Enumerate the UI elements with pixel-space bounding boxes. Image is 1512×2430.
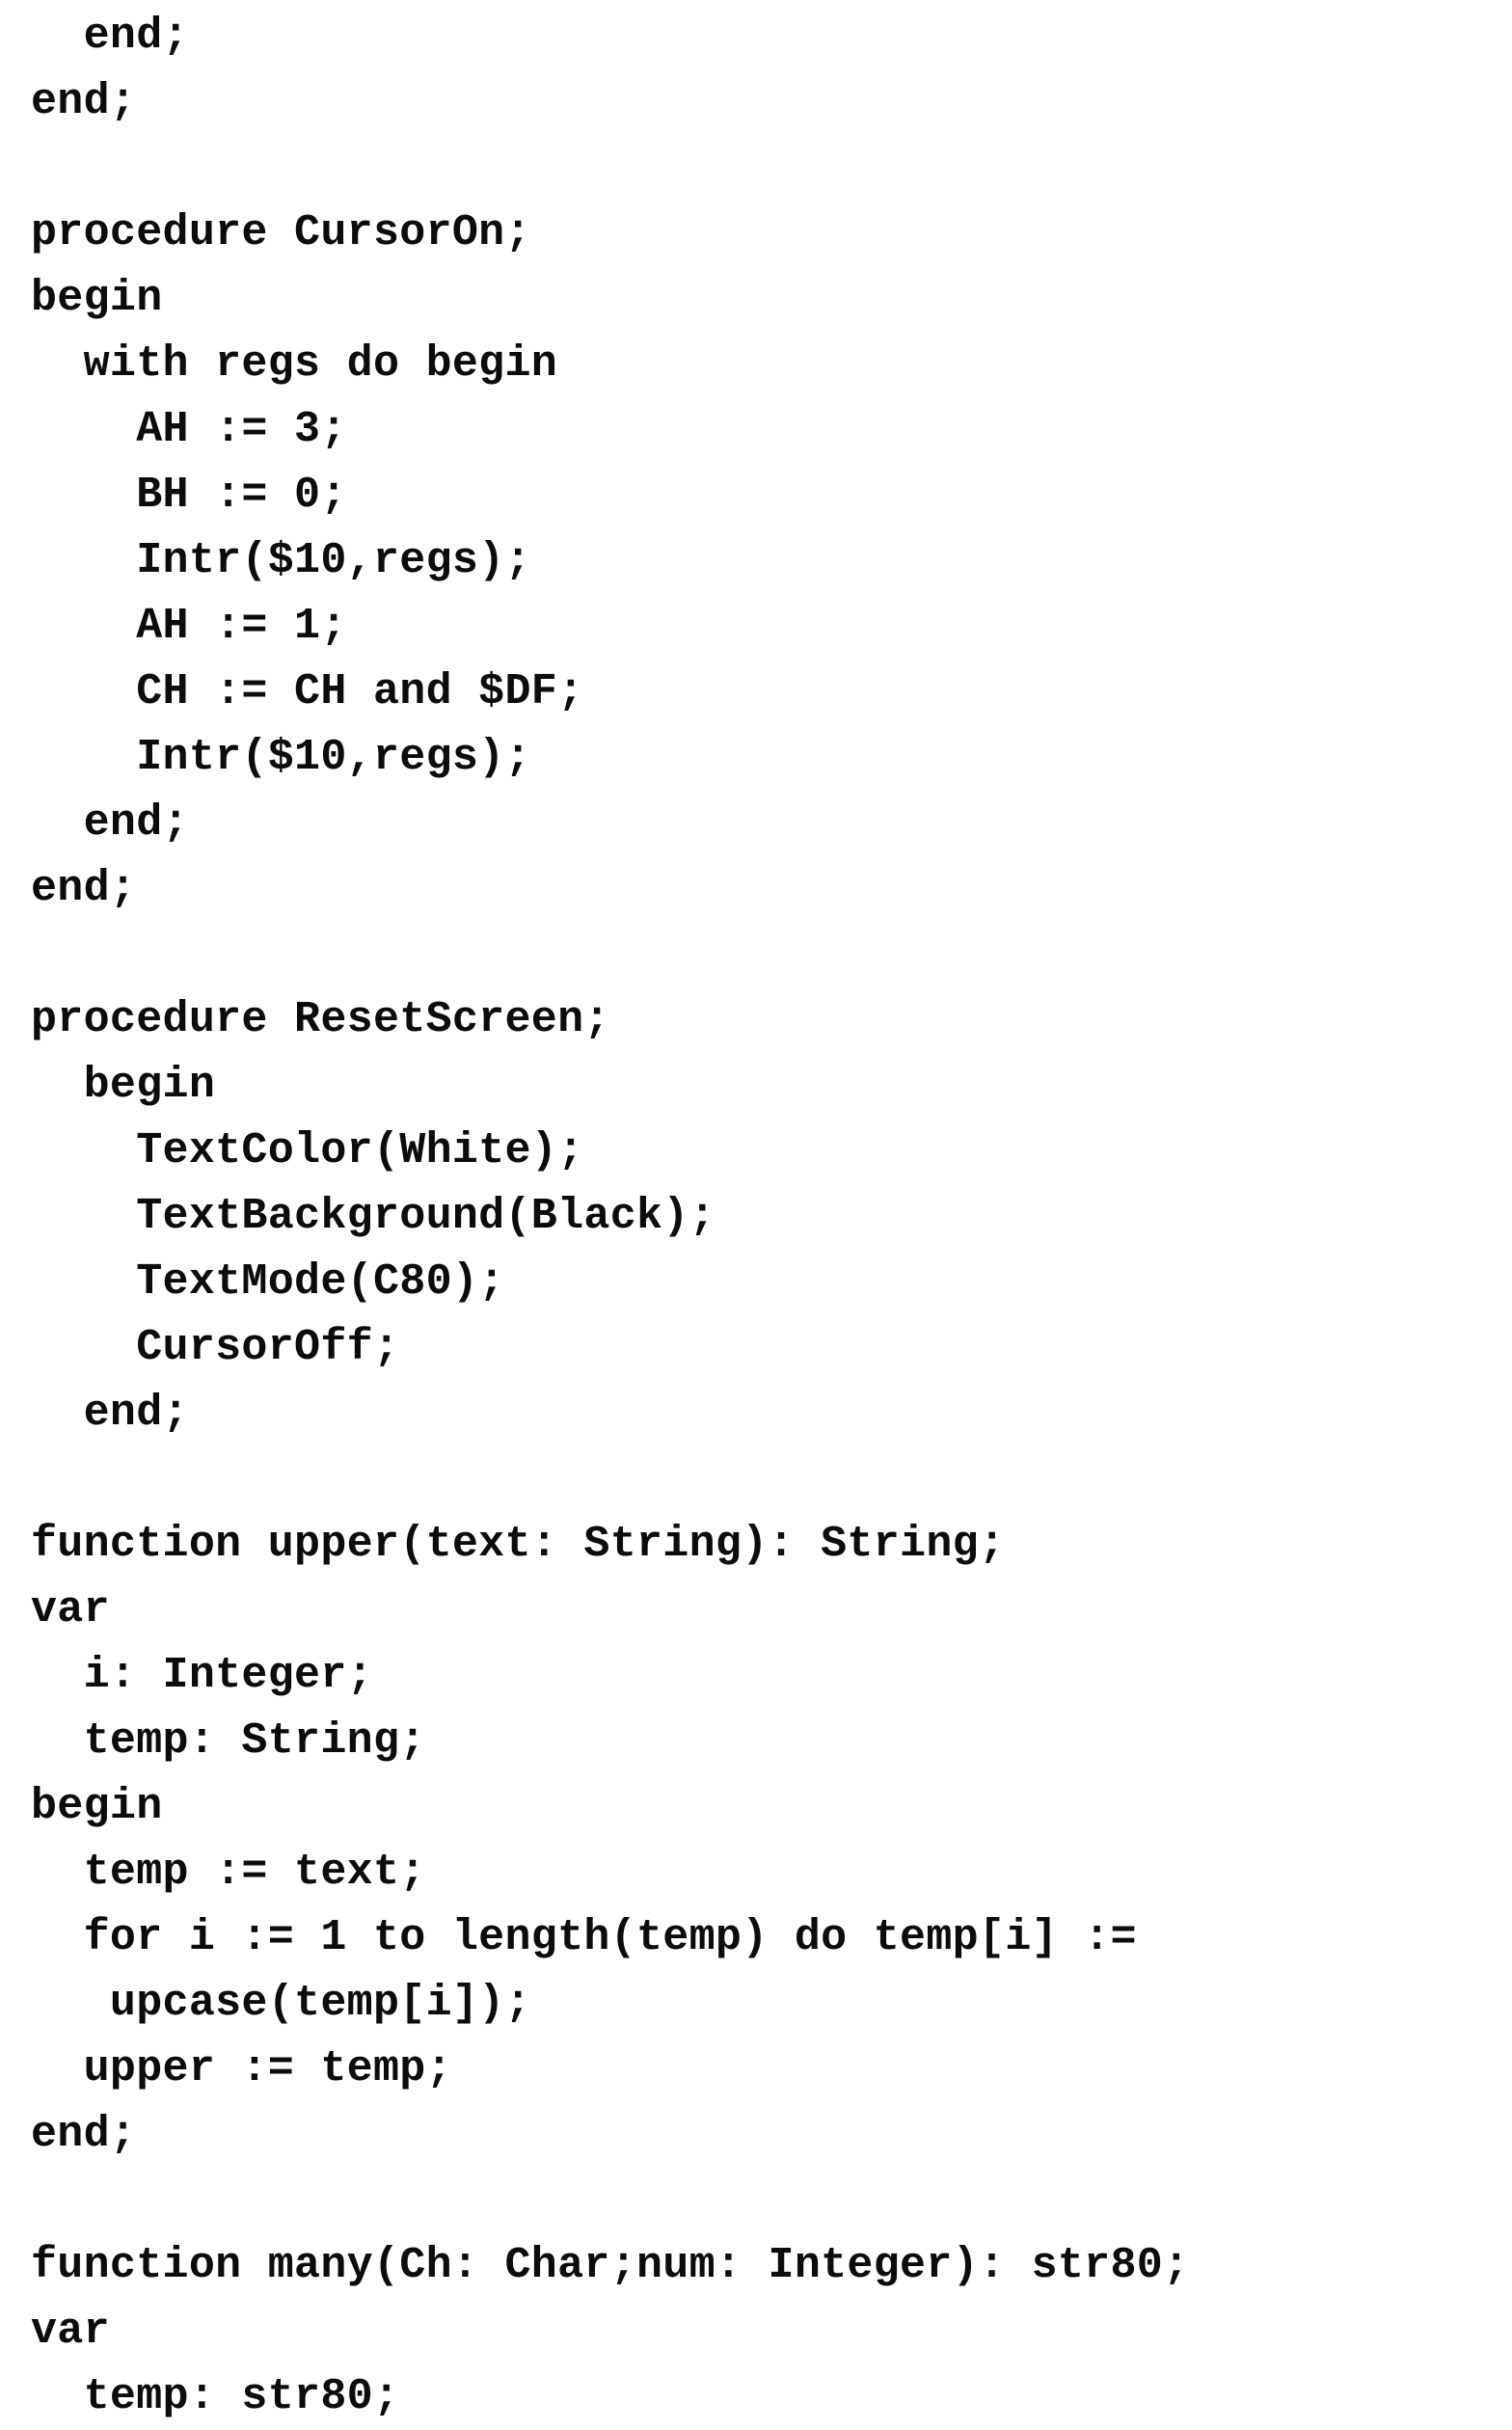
code-line bbox=[31, 2168, 1512, 2233]
code-line: end; bbox=[31, 2110, 137, 2159]
code-line: with regs do begin bbox=[31, 339, 558, 389]
code-line: end; bbox=[31, 12, 189, 61]
code-line: temp: String; bbox=[31, 1716, 426, 1766]
code-line: begin bbox=[31, 1782, 163, 1831]
code-line: TextBackground(Black); bbox=[31, 1192, 716, 1241]
code-line: var bbox=[31, 1585, 110, 1634]
code-line: CH := CH and $DF; bbox=[31, 667, 584, 716]
code-line bbox=[31, 922, 1512, 987]
code-line: begin bbox=[31, 274, 163, 323]
code-line: end; bbox=[31, 798, 189, 848]
code-line: procedure CursorOn; bbox=[31, 208, 531, 257]
code-line: begin bbox=[31, 1061, 216, 1110]
code-line: function many(Ch: Char;num: Integer): str80; bbox=[31, 2241, 1190, 2290]
code-line: Intr($10,regs); bbox=[31, 733, 531, 782]
code-line bbox=[31, 1446, 1512, 1512]
code-line: BH := 0; bbox=[31, 471, 347, 520]
code-line bbox=[31, 135, 1512, 201]
code-line: end; bbox=[31, 1389, 189, 1438]
code-line: CursorOff; bbox=[31, 1323, 400, 1372]
code-line: i: Integer; bbox=[31, 1651, 373, 1700]
code-line: procedure ResetScreen; bbox=[31, 995, 610, 1044]
code-line: AH := 1; bbox=[31, 602, 347, 651]
code-line: AH := 3; bbox=[31, 405, 347, 454]
code-line: temp: str80; bbox=[31, 2372, 400, 2421]
code-line: TextColor(White); bbox=[31, 1126, 584, 1175]
code-line: TextMode(C80); bbox=[31, 1257, 505, 1307]
code-line: function upper(text: String): String; bbox=[31, 1520, 1006, 1569]
code-line: upper := temp; bbox=[31, 2044, 452, 2093]
code-line: var bbox=[31, 2307, 110, 2356]
code-line: for i := 1 to length(temp) do temp[i] := bbox=[31, 1913, 1137, 1962]
code-line: temp := text; bbox=[31, 1848, 426, 1897]
code-line: upcase(temp[i]); bbox=[31, 1979, 531, 2028]
code-line: end; bbox=[31, 864, 137, 913]
code-line: Intr($10,regs); bbox=[31, 536, 531, 585]
code-line: end; bbox=[31, 77, 137, 126]
